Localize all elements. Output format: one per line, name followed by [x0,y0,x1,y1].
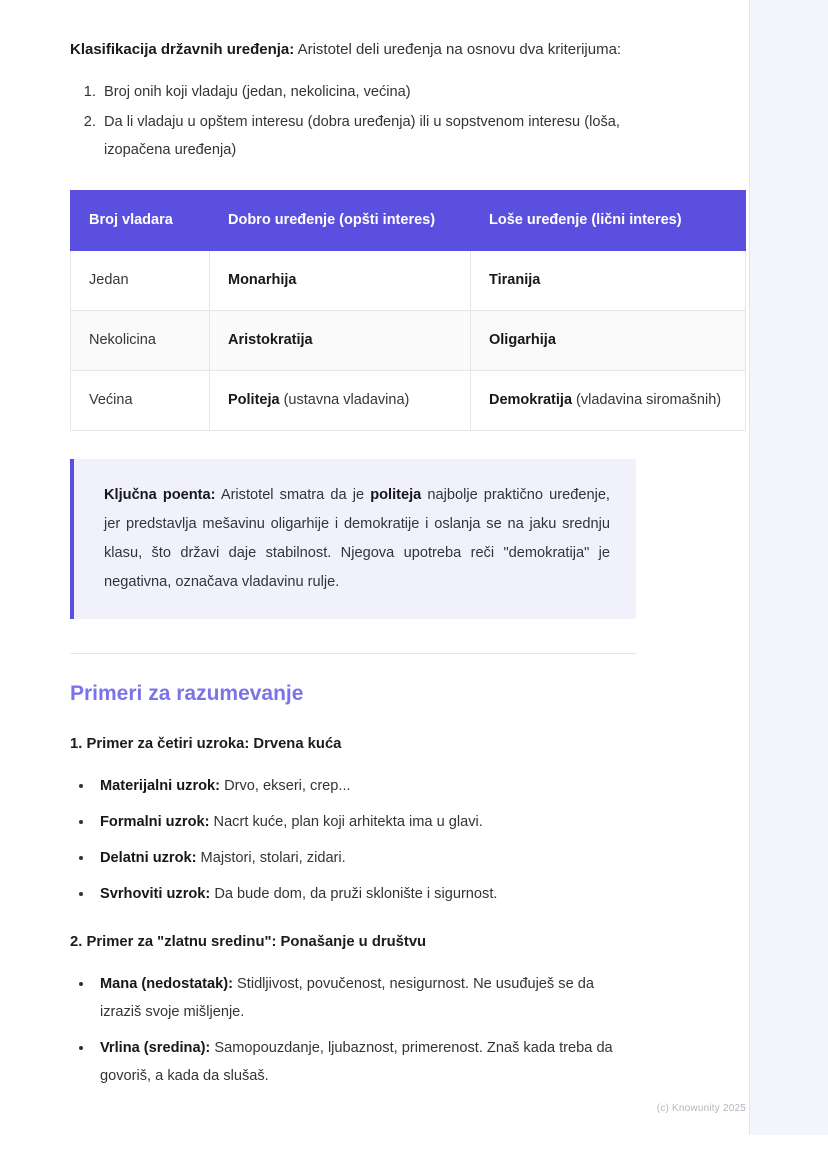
cell-bad [471,311,746,371]
callout-part2: najbolje praktično uređenje, jer predstavlja mešavinu oligarhije i demokratije i oslanja se na jaku srednju klasu, što državi daje stabilnost. Njegova upotreba reči "demokratija" je negativna, označava vladavinu rulje. [104,487,610,590]
cell-bad-term: Oligarhija [489,332,556,348]
section-divider [70,653,636,654]
example1-list [70,772,636,908]
government-types-table [70,190,746,431]
cell-good-note: (ustavna vladavina) [279,392,410,408]
intro-lead: Klasifikacija državnih uređenja: [70,41,295,58]
table-header-row [71,191,746,251]
cell-good-term: Aristokratija [228,332,313,348]
cell-good [210,311,471,371]
cell-good-term: Monarhija [228,272,297,288]
cell-good-term: Politeja [228,392,280,408]
callout-emphasis: politeja [370,487,422,503]
key-point-callout [70,459,636,619]
list-item [94,844,636,872]
example2-heading: 2. Primer za "zlatnu sredinu": Ponašanje u društvu [70,934,427,950]
cell-bad-term: Tiranija [489,272,541,288]
item-lead: Delatni uzrok: [100,850,197,866]
item-lead: Formalni uzrok: [100,814,210,830]
cell-bad [471,371,746,431]
cell-good [210,371,471,431]
example2-list [70,970,636,1090]
callout-lead: Ključna poenta: [104,487,216,503]
table-header [71,191,746,251]
item-lead: Vrlina (sredina): [100,1040,211,1056]
cell-bad [471,251,746,311]
criteria-list [70,78,636,164]
list-item: 2. Da li vladaju u opštem interesu (dobra uređenja) ili u sopstvenom interesu (loša, izopačena uređenja) [100,108,636,164]
table-row [71,251,746,311]
intro-text: Aristotel deli uređenja na osnovu dva kriterijuma: [294,41,622,58]
cell-count: Jedan [71,251,210,311]
list-item: 1. Broj onih koji vladaju (jedan, nekolicina, većina) [100,78,636,106]
item-text: Stidljivost, povučenost, nesigurnost. Ne usuđuješ se da izraziš svoje mišljenje. [100,976,594,1020]
example1-heading: 1. Primer za četiri uzroka: Drvena kuća [70,736,342,752]
callout-text [104,481,610,597]
intro-paragraph [70,36,636,64]
copyright-note: (c) Knowunity 2025 [656,1103,746,1114]
item-text: Drvo, ekseri, crep... [220,778,351,794]
list-item [94,808,636,836]
cell-bad-term: Demokratija [489,392,573,408]
item-text: Da bude dom, da pruži sklonište i sigurnost. [210,886,498,902]
item-lead: Svrhoviti uzrok: [100,886,211,902]
item-lead: Materijalni uzrok: [100,778,221,794]
item-lead: Mana (nedostatak): [100,976,233,992]
column-header-good: Dobro uređenje (opšti interes) [210,191,471,251]
cell-count: Nekolicina [71,311,210,371]
column-header-count: Broj vladara [71,191,210,251]
cell-bad-note: (vladavina siromašnih) [572,392,722,408]
list-item [94,1034,636,1090]
item-text: Nacrt kuće, plan koji arhitekta ima u glavi. [209,814,483,830]
bottom-margin-strip [0,1135,828,1171]
item-text: Majstori, stolari, zidari. [196,850,346,866]
item-text: Samopouzdanje, ljubaznost, primerenost. Znaš kada treba da govoriš, a kada da slušaš. [100,1040,613,1084]
table-row [71,371,746,431]
section-title: Primeri za razumevanje [70,682,304,705]
callout-part1: Aristotel smatra da je [215,487,371,503]
cell-good [210,251,471,311]
right-margin-strip [749,0,828,1135]
cell-count: Većina [71,371,210,431]
list-item [94,970,636,1026]
list-item [94,880,636,908]
table-body [71,251,746,431]
column-header-bad: Loše uređenje (lični interes) [471,191,746,251]
table-row [71,311,746,371]
list-item [94,772,636,800]
